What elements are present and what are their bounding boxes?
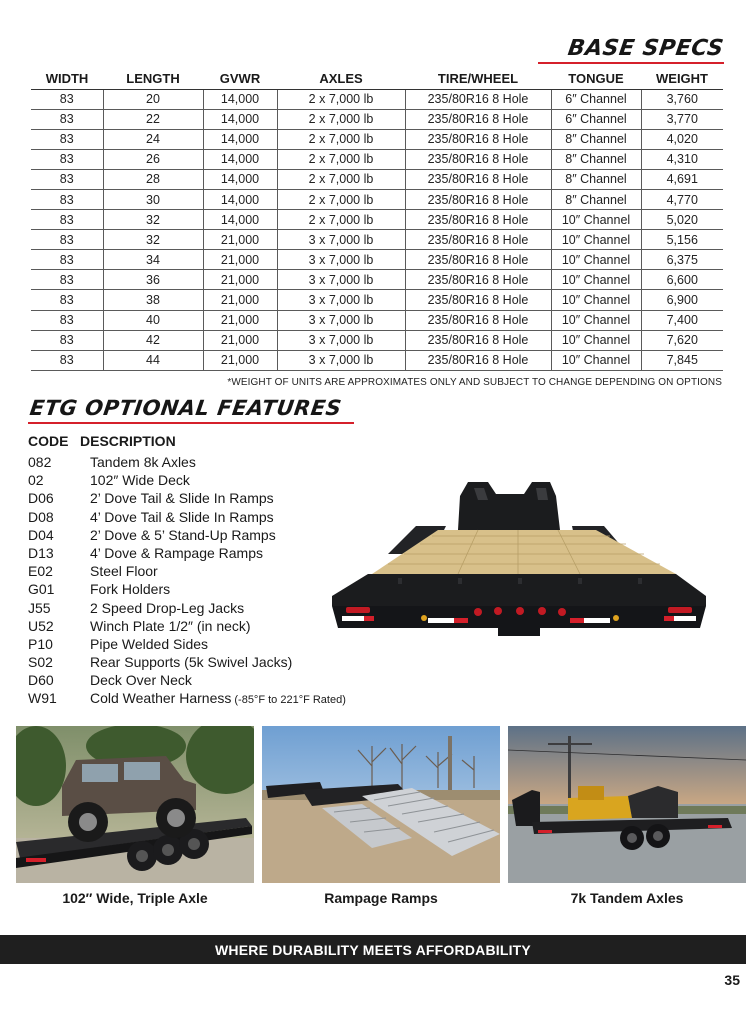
table-cell: 2 x 7,000 lb [277, 129, 405, 149]
table-cell: 6,600 [641, 270, 723, 290]
table-row [31, 270, 723, 290]
table-cell: 235/80R16 8 Hole [405, 210, 551, 230]
table-cell: 83 [31, 169, 103, 189]
table-cell: 21,000 [203, 330, 277, 350]
feature-description: 4’ Dove Tail & Slide In Ramps [90, 508, 274, 525]
table-cell: 235/80R16 8 Hole [405, 129, 551, 149]
table-cell: 5,020 [641, 210, 723, 230]
photo-caption: 102″ Wide, Triple Axle [62, 890, 208, 906]
feature-description: Deck Over Neck [90, 672, 192, 689]
optional-features-title: ETG OPTIONAL FEATURES [28, 396, 344, 420]
table-cell: 44 [103, 350, 203, 370]
feature-description: 2’ Dove Tail & Slide In Ramps [90, 490, 274, 507]
table-cell: 83 [31, 89, 103, 109]
title-underline [538, 62, 724, 64]
feature-code: 082 [28, 454, 52, 470]
table-cell: 83 [31, 250, 103, 270]
column-header: LENGTH [103, 68, 203, 89]
photo-triple-axle [16, 726, 254, 883]
feature-description: Tandem 8k Axles [90, 454, 196, 470]
photo-tandem-axles [508, 726, 746, 883]
table-cell: 83 [31, 230, 103, 250]
feature-item [28, 581, 346, 599]
table-cell: 4,770 [641, 189, 723, 209]
column-header: TONGUE [551, 68, 641, 89]
table-cell: 14,000 [203, 89, 277, 109]
feature-code: D06 [28, 490, 54, 507]
table-row [31, 189, 723, 209]
table-cell: 3 x 7,000 lb [277, 230, 405, 250]
table-cell: 36 [103, 270, 203, 290]
table-row [31, 230, 723, 250]
table-cell: 21,000 [203, 270, 277, 290]
feature-item [28, 527, 346, 545]
table-row [31, 210, 723, 230]
table-cell: 2 x 7,000 lb [277, 210, 405, 230]
column-header: AXLES [277, 68, 405, 89]
table-row [31, 310, 723, 330]
base-specs-title: BASE SPECS [566, 36, 726, 61]
feature-code: U52 [28, 617, 54, 634]
table-row [31, 109, 723, 129]
table-row [31, 169, 723, 189]
table-cell: 10″ Channel [551, 210, 641, 230]
table-cell: 2 x 7,000 lb [277, 109, 405, 129]
table-cell: 21,000 [203, 230, 277, 250]
feature-item [28, 690, 346, 708]
table-cell: 235/80R16 8 Hole [405, 109, 551, 129]
slogan-text: WHERE DURABILITY MEETS AFFORDABILITY [215, 941, 531, 958]
table-cell: 32 [103, 210, 203, 230]
table-cell: 5,156 [641, 230, 723, 250]
table-row [31, 350, 723, 370]
table-cell: 20 [103, 89, 203, 109]
feature-code: W91 [28, 690, 57, 707]
feature-code: P10 [28, 635, 53, 652]
feature-description: Winch Plate 1/2″ (in neck) [90, 617, 251, 634]
table-cell: 34 [103, 250, 203, 270]
feature-code: D08 [28, 508, 54, 525]
column-header: GVWR [203, 68, 277, 89]
table-cell: 83 [31, 330, 103, 350]
table-cell: 3 x 7,000 lb [277, 290, 405, 310]
feature-code: 02 [28, 472, 44, 489]
feature-item [28, 600, 346, 618]
table-cell: 7,400 [641, 310, 723, 330]
feature-code: D60 [28, 672, 54, 689]
feature-description: 4’ Dove & Rampage Ramps [90, 544, 264, 561]
feature-code: D13 [28, 544, 54, 561]
table-cell: 235/80R16 8 Hole [405, 350, 551, 370]
table-cell: 6″ Channel [551, 109, 641, 129]
table-cell: 83 [31, 189, 103, 209]
feature-item [28, 563, 346, 581]
table-cell: 4,691 [641, 169, 723, 189]
table-cell: 3 x 7,000 lb [277, 330, 405, 350]
table-cell: 30 [103, 189, 203, 209]
table-cell: 83 [31, 210, 103, 230]
table-cell: 3,770 [641, 109, 723, 129]
table-cell: 14,000 [203, 149, 277, 169]
table-cell: 21,000 [203, 290, 277, 310]
column-header: WEIGHT [641, 68, 723, 89]
table-cell: 22 [103, 109, 203, 129]
table-cell: 4,310 [641, 149, 723, 169]
table-cell: 21,000 [203, 350, 277, 370]
table-cell: 83 [31, 290, 103, 310]
feature-item [28, 545, 346, 563]
specs-table [31, 68, 723, 371]
table-cell: 83 [31, 350, 103, 370]
title-underline [28, 422, 354, 424]
weight-disclaimer: *WEIGHT OF UNITS ARE APPROXIMATES ONLY AND SUBJECT TO CHANGE DEPENDING ON OPTIONS [227, 377, 722, 388]
code-header: CODE [28, 433, 69, 449]
feature-item [28, 618, 346, 636]
table-cell: 6″ Channel [551, 89, 641, 109]
page-number: 35 [724, 972, 740, 988]
feature-description: Steel Floor [90, 563, 158, 580]
table-cell: 14,000 [203, 189, 277, 209]
table-cell: 235/80R16 8 Hole [405, 189, 551, 209]
feature-item [28, 654, 346, 672]
table-cell: 8″ Channel [551, 169, 641, 189]
feature-description: Rear Supports (5k Swivel Jacks) [90, 654, 293, 671]
column-header: WIDTH [31, 68, 103, 89]
table-cell: 10″ Channel [551, 310, 641, 330]
table-cell: 14,000 [203, 210, 277, 230]
table-cell: 3 x 7,000 lb [277, 250, 405, 270]
table-cell: 235/80R16 8 Hole [405, 230, 551, 250]
feature-description: Fork Holders [90, 581, 171, 598]
photo-rampage-ramps [262, 726, 500, 883]
table-cell: 14,000 [203, 109, 277, 129]
photo-caption: 7k Tandem Axles [570, 890, 684, 906]
table-header-row [31, 68, 723, 89]
table-cell: 83 [31, 149, 103, 169]
table-cell: 83 [31, 109, 103, 129]
table-cell: 26 [103, 149, 203, 169]
table-cell: 3,760 [641, 89, 723, 109]
table-cell: 10″ Channel [551, 230, 641, 250]
table-cell: 235/80R16 8 Hole [405, 169, 551, 189]
table-cell: 2 x 7,000 lb [277, 89, 405, 109]
table-cell: 235/80R16 8 Hole [405, 290, 551, 310]
feature-code: E02 [28, 563, 53, 580]
table-cell: 2 x 7,000 lb [277, 189, 405, 209]
feature-code: D04 [28, 526, 54, 543]
table-cell: 7,620 [641, 330, 723, 350]
table-cell: 21,000 [203, 310, 277, 330]
table-cell: 14,000 [203, 169, 277, 189]
table-row [31, 129, 723, 149]
description-header: DESCRIPTION [80, 433, 176, 449]
table-cell: 10″ Channel [551, 250, 641, 270]
table-cell: 83 [31, 129, 103, 149]
table-cell: 24 [103, 129, 203, 149]
table-cell: 14,000 [203, 129, 277, 149]
table-cell: 3 x 7,000 lb [277, 310, 405, 330]
features-header [28, 433, 176, 449]
specs-table-body [31, 89, 723, 370]
table-cell: 235/80R16 8 Hole [405, 270, 551, 290]
feature-code: S02 [28, 654, 53, 671]
column-header: TIRE/WHEEL [405, 68, 551, 89]
table-cell: 28 [103, 169, 203, 189]
table-cell: 6,900 [641, 290, 723, 310]
table-cell: 32 [103, 230, 203, 250]
photo-caption: Rampage Ramps [324, 890, 438, 906]
table-cell: 7,845 [641, 350, 723, 370]
table-cell: 10″ Channel [551, 270, 641, 290]
table-cell: 3 x 7,000 lb [277, 270, 405, 290]
table-cell: 2 x 7,000 lb [277, 169, 405, 189]
feature-item [28, 672, 346, 690]
table-cell: 235/80R16 8 Hole [405, 250, 551, 270]
table-cell: 8″ Channel [551, 129, 641, 149]
table-cell: 3 x 7,000 lb [277, 350, 405, 370]
table-cell: 235/80R16 8 Hole [405, 330, 551, 350]
table-cell: 8″ Channel [551, 149, 641, 169]
table-row [31, 330, 723, 350]
table-cell: 235/80R16 8 Hole [405, 89, 551, 109]
table-cell: 10″ Channel [551, 350, 641, 370]
feature-description: 102″ Wide Deck [90, 472, 190, 489]
table-cell: 38 [103, 290, 203, 310]
feature-item [28, 490, 346, 508]
feature-item [28, 636, 346, 654]
table-row [31, 250, 723, 270]
table-row [31, 149, 723, 169]
table-row [31, 89, 723, 109]
table-cell: 42 [103, 330, 203, 350]
feature-item [28, 509, 346, 527]
table-cell: 4,020 [641, 129, 723, 149]
feature-code: G01 [28, 581, 55, 598]
table-cell: 10″ Channel [551, 330, 641, 350]
feature-description: Cold Weather Harness [90, 690, 232, 707]
feature-code: J55 [28, 599, 51, 616]
feature-note: (-85°F to 221°F Rated) [234, 694, 346, 707]
slogan-banner [0, 935, 746, 964]
table-cell: 10″ Channel [551, 290, 641, 310]
feature-description: 2 Speed Drop-Leg Jacks [90, 599, 245, 616]
trailer-photo [328, 478, 712, 654]
feature-item [28, 454, 346, 472]
feature-description: 2’ Dove & 5’ Stand-Up Ramps [90, 526, 276, 543]
feature-item [28, 472, 346, 490]
table-cell: 235/80R16 8 Hole [405, 149, 551, 169]
table-cell: 235/80R16 8 Hole [405, 310, 551, 330]
feature-description: Pipe Welded Sides [90, 635, 209, 652]
table-cell: 40 [103, 310, 203, 330]
table-cell: 8″ Channel [551, 189, 641, 209]
table-cell: 21,000 [203, 250, 277, 270]
table-row [31, 290, 723, 310]
table-cell: 83 [31, 270, 103, 290]
table-cell: 6,375 [641, 250, 723, 270]
table-cell: 2 x 7,000 lb [277, 149, 405, 169]
table-cell: 83 [31, 310, 103, 330]
features-list [28, 454, 346, 709]
